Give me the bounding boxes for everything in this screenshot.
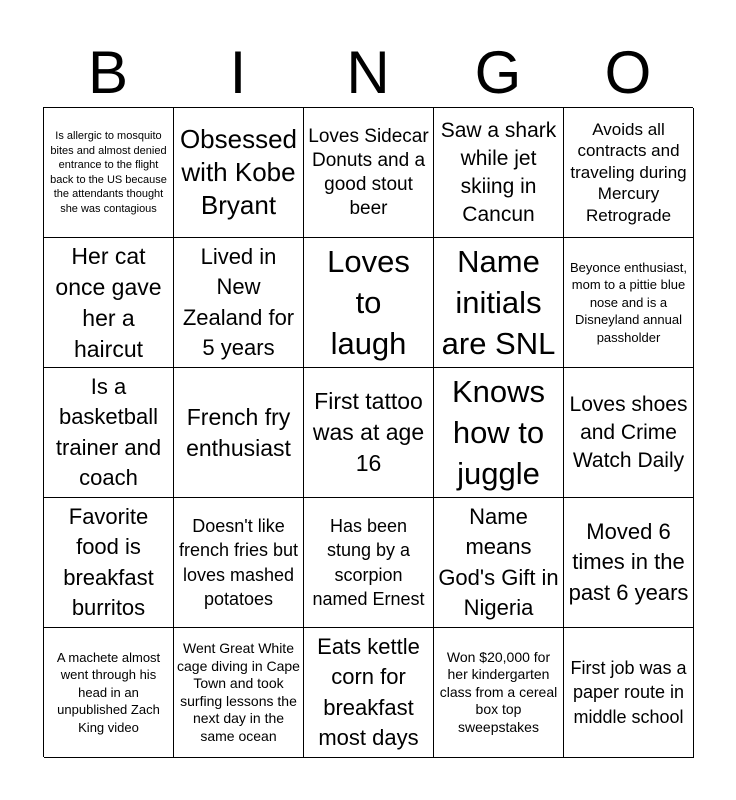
cell-text: Name means God's Gift in Nigeria xyxy=(438,503,559,620)
cell-text: Avoids all contracts and traveling during Mercury Retrograde xyxy=(570,119,687,225)
bingo-grid xyxy=(43,107,693,757)
cell-text: Is allergic to mosquito bites and almost denied entrance to the flight back to the US because the attendants thought she was contagious xyxy=(50,130,167,215)
bingo-cell[interactable] xyxy=(174,498,304,628)
header-letter-o: O xyxy=(604,39,652,106)
bingo-cell[interactable] xyxy=(44,498,174,628)
bingo-cell[interactable] xyxy=(434,628,564,758)
cell-text: First job was a paper route in middle school xyxy=(570,657,687,727)
bingo-cell[interactable] xyxy=(434,238,564,368)
bingo-cell[interactable] xyxy=(564,628,694,758)
bingo-cell[interactable] xyxy=(434,498,564,628)
cell-text: Loves to laugh xyxy=(327,244,410,361)
bingo-cell[interactable] xyxy=(174,628,304,758)
bingo-cell[interactable] xyxy=(44,108,174,238)
header-letter-i: I xyxy=(229,39,247,106)
cell-text: First tattoo was at age 16 xyxy=(312,388,425,476)
cell-text: Name initials are SNL xyxy=(441,244,556,361)
cell-text: Knows how to juggle xyxy=(451,374,546,491)
bingo-cell[interactable] xyxy=(304,368,434,498)
header-letter-b: B xyxy=(87,39,129,106)
bingo-cell[interactable] xyxy=(564,108,694,238)
cell-text: Her cat once gave her a haircut xyxy=(55,242,162,362)
bingo-cell[interactable] xyxy=(564,368,694,498)
bingo-cell[interactable] xyxy=(44,628,174,758)
bingo-cell[interactable] xyxy=(434,108,564,238)
bingo-cell[interactable] xyxy=(304,498,434,628)
bingo-cell[interactable] xyxy=(434,368,564,498)
cell-text: Won $20,000 for her kindergarten class from a cereal box top sweepstakes xyxy=(439,648,558,735)
cell-text: Saw a shark while jet skiing in Cancun xyxy=(440,118,557,226)
cell-text: French fry enthusiast xyxy=(186,403,291,461)
cell-text: Doesn't like french fries but loves mashed potatoes xyxy=(178,515,299,609)
bingo-cell[interactable] xyxy=(174,238,304,368)
bingo-cell[interactable] xyxy=(304,238,434,368)
cell-text: Lived in New Zealand for 5 years xyxy=(182,243,295,360)
bingo-cell[interactable] xyxy=(564,498,694,628)
cell-text: Has been stung by a scorpion named Ernest xyxy=(312,515,425,609)
bingo-cell[interactable] xyxy=(304,108,434,238)
cell-text: Favorite food is breakfast burritos xyxy=(63,503,154,620)
bingo-cell[interactable] xyxy=(174,108,304,238)
bingo-cell[interactable] xyxy=(564,238,694,368)
cell-text: Loves shoes and Crime Watch Daily xyxy=(569,392,688,472)
header-letter-g: G xyxy=(474,39,522,106)
cell-text: Eats kettle corn for breakfast most days xyxy=(317,633,420,750)
cell-text: A machete almost went through his head in an unpublished Zach King video xyxy=(56,649,161,735)
cell-text: Loves Sidecar Donuts and a good stout beer xyxy=(308,125,429,219)
bingo-header xyxy=(43,38,693,108)
header-letter-n: N xyxy=(346,39,390,106)
cell-text: Beyonce enthusiast, mom to a pittie blue nose and is a Disneyland annual passholder xyxy=(569,259,688,345)
bingo-cell[interactable] xyxy=(44,238,174,368)
cell-text: Is a basketball trainer and coach xyxy=(55,373,162,490)
bingo-cell[interactable] xyxy=(44,368,174,498)
cell-text: Went Great White cage diving in Cape Town and took surfing lessons the next day in the same ocean xyxy=(177,640,300,744)
cell-text: Moved 6 times in the past 6 years xyxy=(568,518,689,605)
bingo-cell[interactable] xyxy=(174,368,304,498)
cell-text: Obsessed with Kobe Bryant xyxy=(179,124,298,220)
bingo-cell[interactable] xyxy=(304,628,434,758)
